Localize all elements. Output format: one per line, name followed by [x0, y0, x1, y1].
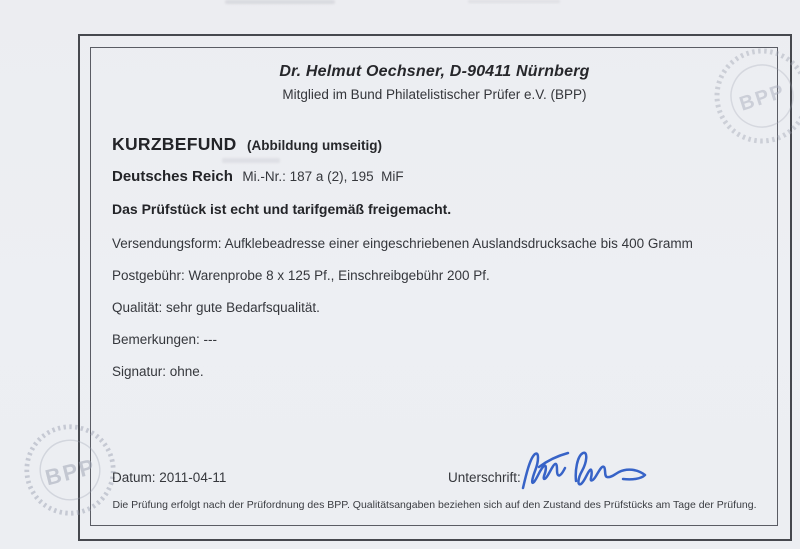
examiner-name: Dr. Helmut Oechsner, D-90411 Nürnberg — [279, 63, 590, 80]
authenticity-statement: Das Prüfstück ist echt und tarifgemäß freigemacht. — [112, 201, 452, 217]
collecting-area: Deutsches Reich — [112, 168, 233, 185]
date-line — [112, 470, 226, 485]
detail-postgebuehr: Postgebühr: Warenprobe 8 x 125 Pf., Einschreibgebühr 200 Pf. — [112, 268, 490, 283]
item-identification-line — [112, 168, 404, 186]
certificate-title: KURZBEFUND — [112, 134, 237, 154]
scan-smudge — [468, 0, 560, 3]
catalog-number: Mi.-Nr.: 187 a (2), 195 MiF — [242, 169, 404, 184]
footer-disclaimer: Die Prüfung erfolgt nach der Prüfordnung des BPP. Qualitätsangaben beziehen sich auf den Zustand des Prüfstücks am Tage der Prüfung. — [112, 499, 757, 511]
detail-signatur: Signatur: ohne. — [112, 364, 204, 379]
detail-bemerkungen: Bemerkungen: --- — [112, 332, 218, 347]
inner-frame — [90, 47, 778, 526]
signature-label: Unterschrift: — [448, 470, 521, 485]
date-value: 2011-04-11 — [159, 470, 227, 485]
seal-text: BPP — [736, 80, 789, 116]
certificate-title-note: (Abbildung umseitig) — [246, 138, 382, 153]
date-label: Datum: — [112, 470, 156, 485]
signature-ink — [519, 448, 651, 494]
seal-text: BPP — [42, 453, 99, 491]
detail-versendungsform: Versendungsform: Aufklebeadresse einer eingeschriebenen Auslandsdrucksache bis 400 Gramm — [112, 236, 693, 251]
scan-smudge — [225, 0, 335, 4]
detail-qualitaet: Qualität: sehr gute Bedarfsqualität. — [112, 300, 320, 315]
examiner-membership: Mitglied im Bund Philatelistischer Prüfer e.V. (BPP) — [282, 87, 587, 102]
certificate-title-line — [112, 134, 382, 155]
